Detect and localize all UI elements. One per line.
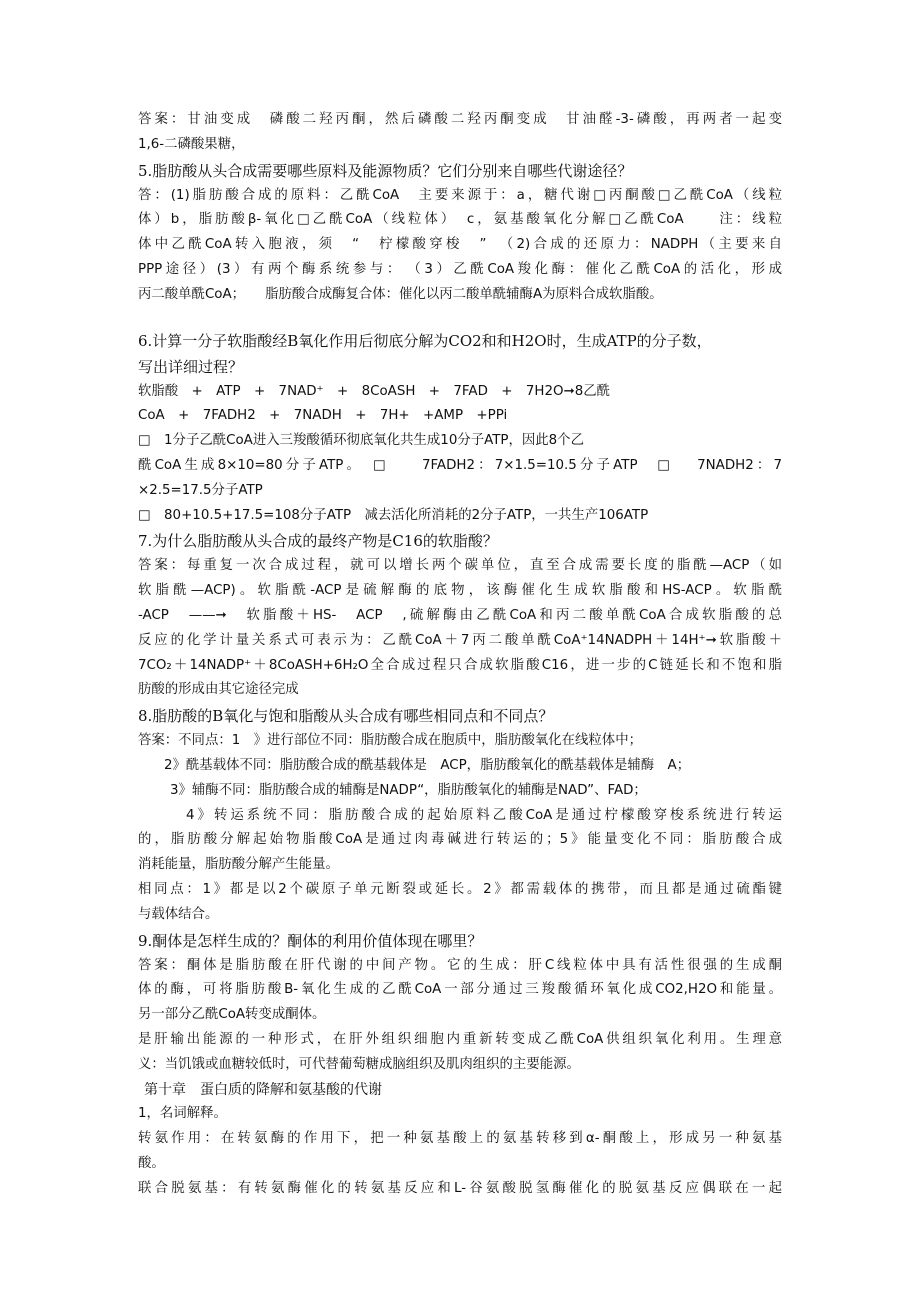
text-line: 答案：甘油变成 磷酸二羟丙酮，然后磷酸二羟丙酮变成 甘油醛-3-磷酸，再两者一起变 bbox=[138, 112, 782, 127]
text-line: 1，名词解释。 bbox=[138, 1106, 227, 1122]
text-line: 7CO₂＋14NADP⁺＋8CoASH+6H₂O全合成过程只合成软脂酸C16，进一步的C链延长和不饱和脂 bbox=[138, 657, 782, 673]
text-line: CoA + 7FADH2 + 7NADH + 7H+ +AMP +PPi bbox=[138, 408, 508, 424]
text-line: 4》转运系统不同：脂肪酸合成的起始原料乙酸CoA是通过柠檬酸穿梭系统进行转运 bbox=[186, 807, 782, 823]
text-line: □ 1分子乙酰CoA进入三羧酸循环彻底氧化共生成10分子ATP，因此8个乙 bbox=[138, 433, 584, 449]
text-line: 义：当饥饿或血糖较低时，可代替葡萄糖成脑组织及肌肉组织的主要能源。 bbox=[138, 1056, 580, 1072]
question-heading: 9.酮体是怎样生成的？酮体的利用价值体现在哪里？ bbox=[138, 931, 483, 950]
text-line: 3》辅酶不同：脂肪酸合成的辅酶是NADP“，脂肪酸氧化的辅酶是NAD”、FAD； bbox=[170, 782, 647, 798]
text-line: 2》酰基载体不同：脂肪酸合成的酰基载体是 ACP，脂肪酸氧化的酰基载体是辅酶 A； bbox=[164, 757, 691, 773]
text-line: 联合脱氨基：有转氨酶催化的转氨基反应和L-谷氨酸脱氢酶催化的脱氨基反应偶联在一起 bbox=[138, 1180, 782, 1196]
text-line: 相同点：1》都是以2个碳原子单元断裂或延长。2》都需载体的携带，而且都是通过硫酯键 bbox=[138, 881, 782, 897]
text-line: 1,6-二磷酸果糖， bbox=[138, 136, 245, 152]
question-heading: 8.脂肪酸的B氧化与饱和脂酸从头合成有哪些相同点和不同点？ bbox=[138, 707, 554, 726]
text-line: 的，脂肪酸分解起始物脂酸CoA是通过肉毒碱进行转运的；5》能量变化不同：脂肪酸合成 bbox=[138, 832, 782, 848]
text-line: 软脂酰—ACP)。软脂酰-ACP是硫解酶的底物，该酶催化生成软脂酸和HS-ACP。软脂酰 bbox=[138, 583, 782, 599]
text-line: 答案：每重复一次合成过程，就可以增长两个碳单位，直至合成需要长度的脂酰—ACP（如 bbox=[138, 558, 782, 574]
text-line: 转氨作用：在转氨酶的作用下，把一种氨基酸上的氨基转移到α-酮酸上，形成另一种氨基 bbox=[138, 1131, 782, 1147]
text-line: 答案：不同点：1 》进行部位不同：脂肪酸合成在胞质中，脂肪酸氧化在线粒体中； bbox=[138, 733, 642, 749]
text-line: 答案：酮体是脂肪酸在肝代谢的中间产物。它的生成：肝C线粒体中具有活性很强的生成酮 bbox=[138, 957, 782, 973]
question-heading: 5.脂肪酸从头合成需要哪些原料及能源物质？它们分别来自哪些代谢途径？ bbox=[138, 161, 633, 180]
text-line: 丙二酸单酰CoA； 脂肪酸合成酶复合体：催化以丙二酸单酰辅酶A为原料合成软脂酸。 bbox=[138, 286, 663, 302]
text-line: 另一部分乙酰CoA转变成酮体。 bbox=[138, 1007, 326, 1023]
text-line: 消耗能量，脂肪酸分解产生能量。 bbox=[138, 857, 339, 873]
text-line: ×2.5=17.5分子ATP bbox=[138, 482, 263, 498]
text-line: □ 80+10.5+17.5=108分子ATP 减去活化所消耗的2分子ATP，一共生产106ATP bbox=[138, 507, 649, 523]
text-line: 反应的化学计量关系式可表示为：乙酰CoA＋7丙二酸单酰CoA⁺14NADPH＋14H⁺➞软脂酸＋ bbox=[138, 632, 782, 648]
text-line: PPP途径）(3）有两个酶系统参与： （3）乙酰CoA羧化酶：催化乙酰CoA的活化，形成 bbox=[138, 261, 782, 277]
text-line: 软脂酸 + ATP + 7NAD⁺ + 8CoASH + 7FAD + 7H2O➞8乙酰 bbox=[138, 383, 611, 399]
question-heading: 7.为什么脂肪酸从头合成的最终产物是C16的软脂酸？ bbox=[138, 532, 498, 551]
question-heading: 6.计算一分子软脂酸经B氧化作用后彻底分解为CO2和和H2O时，生成ATP的分子数， bbox=[138, 331, 712, 350]
text-line: 肪酸的形成由其它途径完成 bbox=[138, 682, 299, 698]
text-line: 体的酶，可将脂肪酸B-氧化生成的乙酰CoA一部分通过三羧酸循环氧化成CO2,H2O和能量。 bbox=[138, 982, 782, 998]
chapter-heading: 第十章 蛋白质的降解和氨基酸的代谢 bbox=[144, 1081, 382, 1098]
text-line: 答：(1)脂肪酸合成的原料：乙酰CoA 主要来源于：a，糖代谢□丙酮酸□乙酰CoA（线粒 bbox=[138, 187, 782, 203]
text-line: -ACP ——➞ 软脂酸＋HS- ACP ,硫解酶由乙酰CoA和丙二酸单酰CoA合成软脂酸的总 bbox=[138, 607, 782, 623]
text-line: 是肝输出能源的一种形式，在肝外组织细胞内重新转变成乙酰CoA供组织氧化利用。生理意 bbox=[138, 1031, 782, 1047]
text-line: 酸。 bbox=[138, 1155, 165, 1171]
question-heading: 写出详细过程？ bbox=[138, 357, 244, 376]
text-line: 酰CoA生成8×10=80分子ATP。 □ 7FADH2：7×1.5=10.5分子ATP □ 7NADH2：7 bbox=[138, 457, 782, 473]
text-line: 体中乙酰CoA转入胞液，须 “ 柠檬酸穿梭 ” （2)合成的还原力：NADPH（主要来自 bbox=[138, 237, 782, 253]
text-line: 与载体结合。 bbox=[138, 906, 219, 922]
text-line: 体）b，脂肪酸β-氧化□乙酰CoA（线粒体） c，氨基酸氧化分解□乙酰CoA 注：线粒 bbox=[138, 212, 782, 228]
